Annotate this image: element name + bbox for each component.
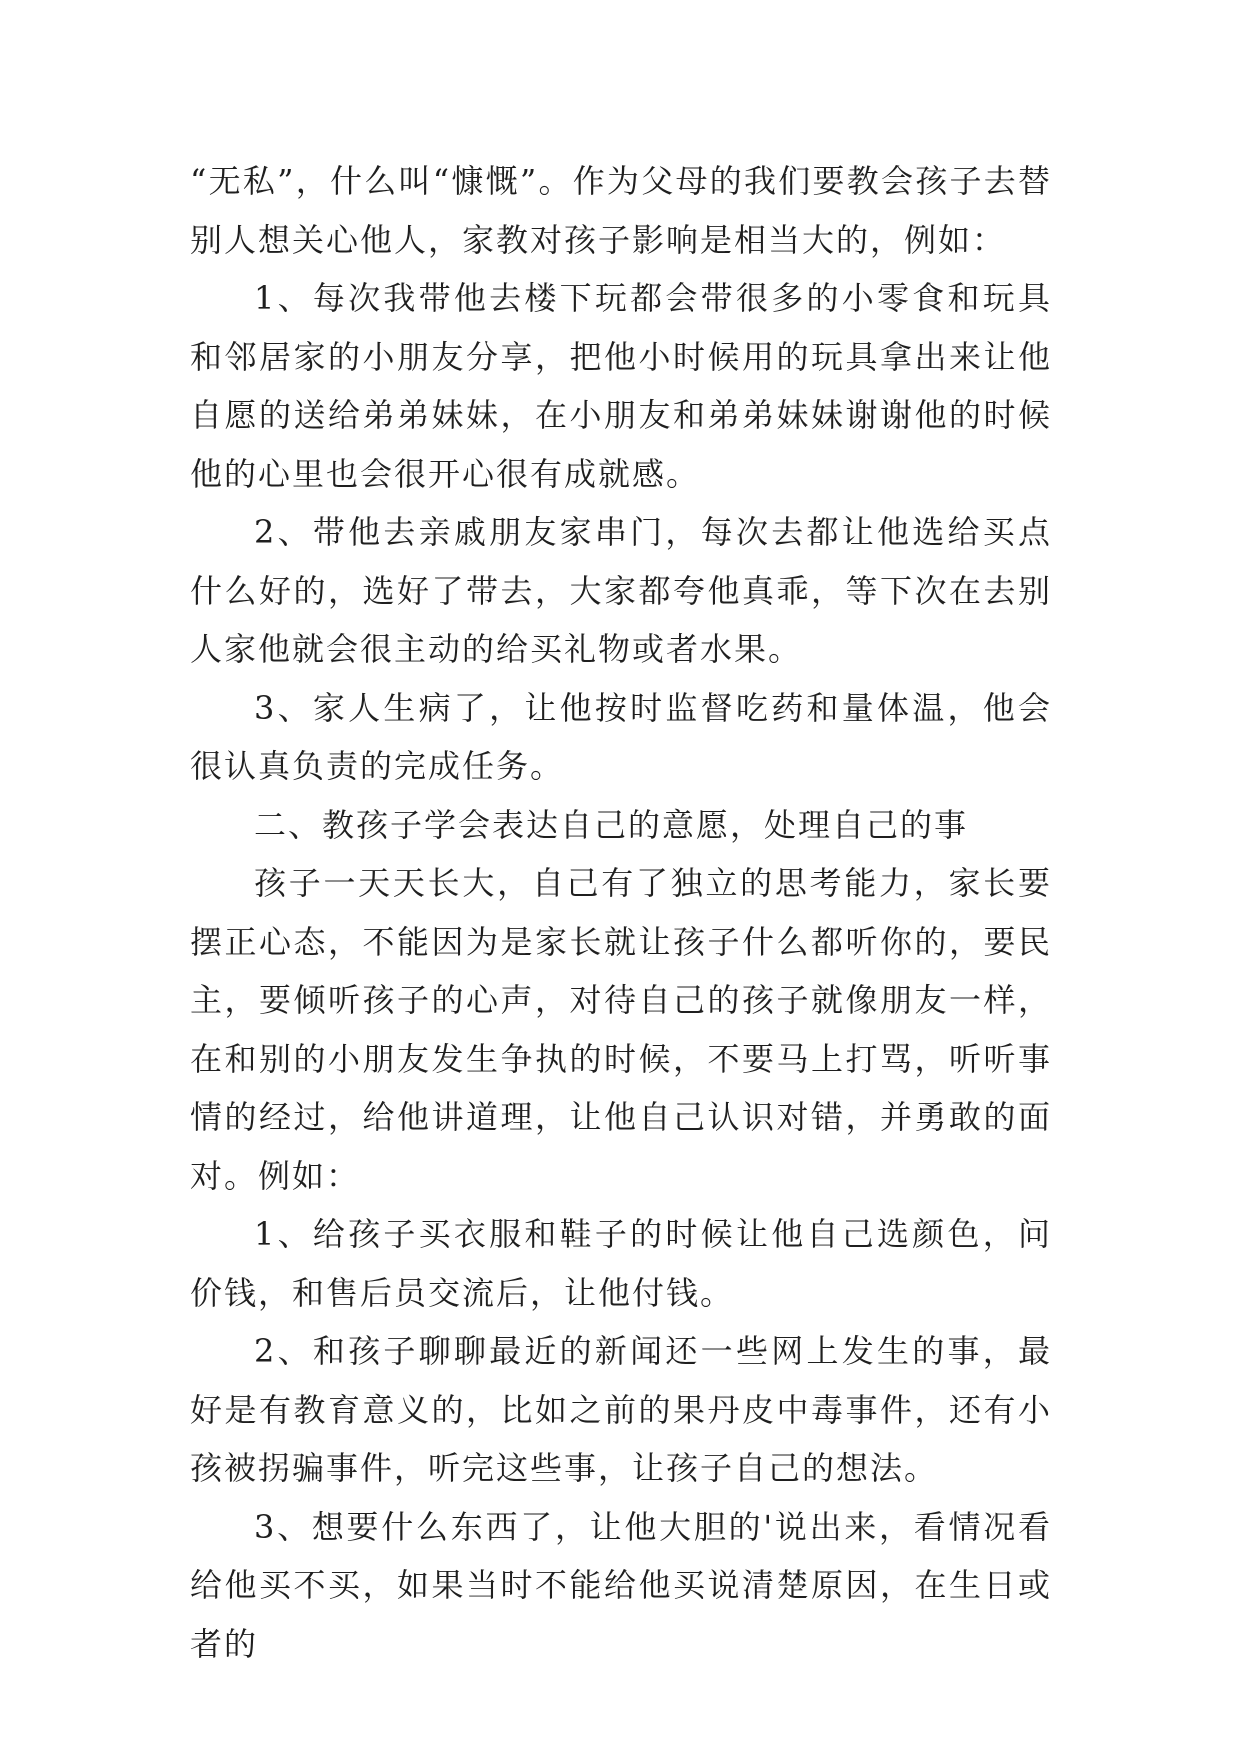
paragraph-9: 3、想要什么东西了，让他大胆的'说出来，看情况看给他买不买，如果当时不能给他买说清楚原因，在生日或者的 <box>190 1507 1052 1663</box>
paragraph-7: 1、给孩子买衣服和鞋子的时候让他自己选颜色，问价钱，和售后员交流后，让他付钱。 <box>190 1215 1052 1312</box>
paragraph-2: 1、每次我带他去楼下玩都会带很多的小零食和玩具和邻居家的小朋友分享，把他小时候用的玩具拿出来让他自愿的送给弟弟妹妹，在小朋友和弟弟妹妹谢谢他的时候他的心里也会很开心很有成就感。 <box>190 279 1052 493</box>
section-heading: 二、教孩子学会表达自己的意愿，处理自己的事 <box>254 805 969 844</box>
paragraph-8: 2、和孩子聊聊最近的新闻还一些网上发生的事，最好是有教育意义的，比如之前的果丹皮中毒事件，还有小孩被拐骗事件，听完这些事，让孩子自己的想法。 <box>190 1332 1052 1487</box>
paragraph-4: 3、家人生病了，让他按时监督吃药和量体温，他会很认真负责的完成任务。 <box>190 688 1052 785</box>
paragraph-6: 孩子一天天长大，自己有了独立的思考能力，家长要摆正心态，不能因为是家长就让孩子什么都听你的，要民主，要倾听孩子的心声，对待自己的孩子就像朋友一样，在和别的小朋友发生争执的时候，不要马上打骂，听听事情的经过，给他讲道理，让他自己认识对错，并勇敢的面对。例如： <box>190 864 1052 1195</box>
paragraph-1: “无私”，什么叫“慷慨”。作为父母的我们要教会孩子去替别人想关心他人，家教对孩子影响是相当大的，例如： <box>190 162 1052 259</box>
document-body <box>190 152 1052 1673</box>
paragraph-3: 2、带他去亲戚朋友家串门，每次去都让他选给买点什么好的，选好了带去，大家都夸他真乖，等下次在去别人家他就会很主动的给买礼物或者水果。 <box>190 513 1052 668</box>
